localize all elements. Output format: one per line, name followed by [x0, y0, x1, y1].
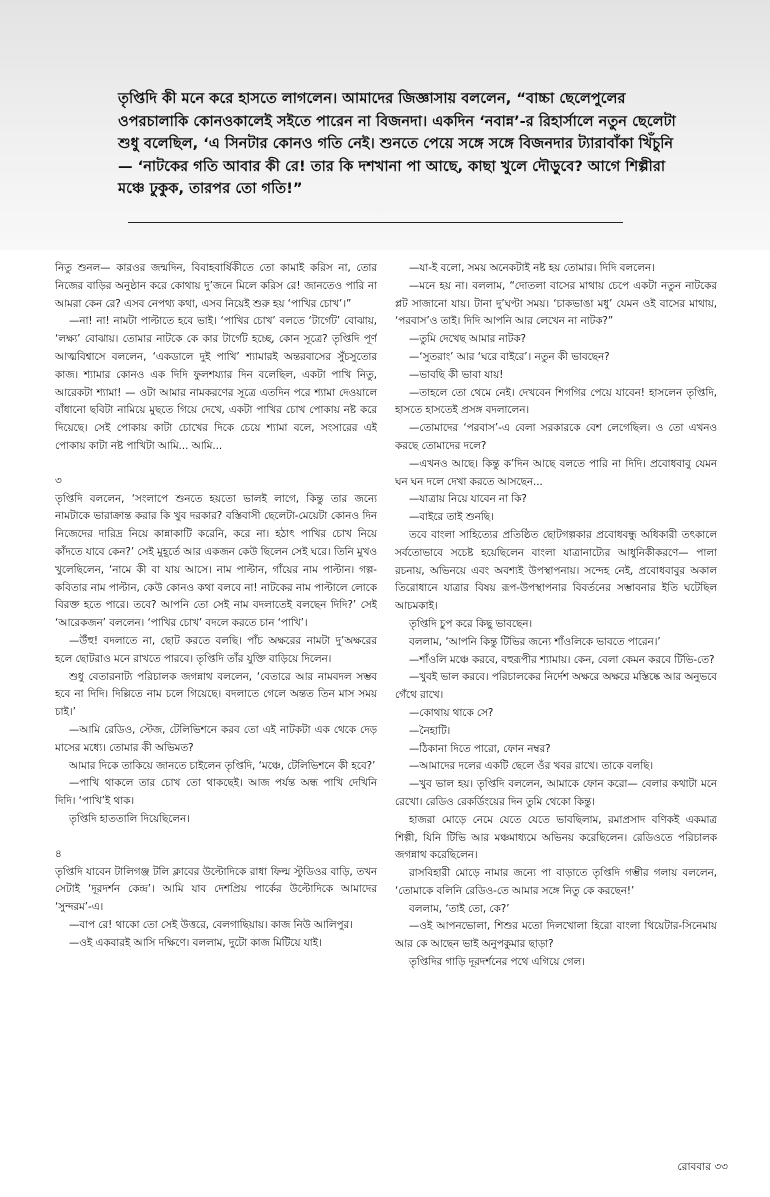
paragraph: —বাপ রে! থাকো তো সেই উত্তরে, বেলগাছিয়ায়। কাজ নিউ আলিপুর। [69, 918, 353, 931]
page-folio: রোববার ৩৩ [677, 1161, 728, 1173]
paragraph: তৃপ্তিদি বললেন, ‘সংলাপে শুনতে হয়তো ভালই লাগে, কিন্তু তার জন্যে নামটাকে ভারাক্রান্ত করার কি খুব দরকার? বস্তিবাসী ছেলেটা-মেয়েটা কোনও দিন নিজেদের দারিদ্র নিয়ে কান্নাকাটি করেনি, করে না। হঠাৎ পাখির চোখ নিয়ে কাঁদতে যাবে কেন?’ সেই মুহূর্তে আর একজন কেউ ছিলেন সেই ঘরে। তিনি মুখও খুলেছিলেন, ‘নামে কী বা যায় আসে। নাম পাল্টান, গাঁয়ের নাম পাল্টান। গল্প-কবিতার নাম পাল্টান, কেউ কোনও কথা বলবে না! নাটকের নাম পাল্টালে লোকে বিরক্ত হতে পারে। তবে? আপনি তো সেই নাম বদলাতেই বলছেন দিদি?’ সেই ‘আরেকজন’ বললেন। ‘পাখির চোখ’ বদলে করতে চান ‘পাখি’। [55, 492, 377, 630]
paragraph: হাজরা মোড়ে নেমে যেতে যেতে ভাবছিলাম, রমাপ্রসাদ বণিকই একমাত্র শিল্পী, যিনি টিভি আর মঞ্চমাধ্যমে অভিনয় করেছিলেন। রেডিওতে পরিচালক জগন্নাথ করেছিলেন। [395, 813, 717, 862]
paragraph: —খুবই ভাল করবে। পরিচালকের নির্দেশ অক্ষরে অক্ষরে মস্তিষ্কে আর অনুভবে গেঁথে রাখে। [395, 671, 717, 702]
paragraph: —মনে হয় না। বললাম, “দোতলা বাসের মাথায় চেপে একটা নতুন নাটকের প্লট সাজানো যায়। টানা দু’ঘণ্টা সময়। ‘চাকভাঙা মধু’ যেমন ওই বাসের মাথায়, ‘পরবাস’ও তাই। দিদি আপনি আর লেখেন না নাটক?” [395, 279, 717, 328]
paragraph: —বাইরে তাই শুনছি। [409, 511, 494, 524]
section-number: ৩ [55, 474, 62, 487]
paragraph: —তুমি দেখেছ আমার নাটক? [409, 333, 527, 346]
paragraph: —যাত্রায় নিয়ে যাবেন না কি? [409, 493, 527, 506]
paragraph: —পাখি থাকলে তার চোখ তো থাকছেই। আজ পর্যন্ত অন্ধ পাখি দেখিনি দিদি। ‘পাখি’ই থাক। [55, 777, 377, 808]
paragraph: —না! না! নামটা পাল্টাতে হবে ভাই। ‘পাখির চোখ’ বলতে ‘টার্গেট’ বোঝায়, ‘লক্ষ্য’ বোঝায়। তোমার নাটকে কে কার টার্গেট হচ্ছে, কোন সূত্রে? তৃপ্তিদি পূর্ণ আত্মবিশ্বাসে বললেন, ‘একডালে দুই পাখি’ শ্যামারই অন্তরবাসের সুঁচসুতোর কাজ। শ্যামার কোনও এক দিদি ফুলশয্যার দিন বলেছিল, একটা পাখি নিতু, আরেকটা শ্যামা! — ওটা আমার নামকরণের সূত্রে এতদিন পরে শ্যামা দেওয়ালে বাঁধানো ছবিটা নামিয়ে মুছতে গিয়ে দেখে, একটা পাখির চোখ পোকায় নষ্ট করে দিয়েছে। সেই পোকায় কাটা চোখের দিকে চেয়ে শ্যামা বলে, সংসারের এই পোকায় কাটা নষ্ট পাখিটা আমি... আমি... [55, 315, 377, 452]
paragraph: —কোথায় থাকে সে? [409, 706, 494, 719]
pull-quote-rule [128, 222, 623, 223]
paragraph: —উঁহু! বদলাতে না, ছোট করতে বলছি। পাঁচ অক্ষরের নামটা দু’অক্ষরের হলে ছোটরাও মনে রাখতে পারবে। তৃপ্তিদি তাঁর যুক্তি বাড়িয়ে দিলেন। [55, 634, 377, 665]
paragraph: —তাহলে তো থেমে নেই। দেখবেন শিগগির পেয়ে যাবেন! হাসলেন তৃপ্তিদি, হাসতে হাসতেই প্রসঙ্গ বদলালেন। [395, 386, 717, 417]
paragraph: তবে বাংলা সাহিত্যের প্রতিষ্ঠিত ছোটগল্পকার প্রবোধবন্ধু অধিকারী তৎকালে সর্বতোভাবে সচেষ্ট হয়েছিলেন বাংলা যাত্রানাট্যের আধুনিকীকরণে— পালা রচনায়, অভিনয়ে এবং অবশ্যই উপস্থাপনায়। সন্দেহ নেই, প্রবোধবাবুর অকাল তিরোধানে যাত্রার বিষয় রূপ-উপস্থাপনার বিবর্তনের সম্ভাবনার ইতি ঘটেছিল আচমকাই। [395, 528, 717, 613]
paragraph: নিতু শুনল— কারওর জন্মদিন, বিবাহবার্ষিকীতে তো কামাই করিস না, তোর নিজের বাড়ির অনুষ্ঠান করে কোথায় দু’জনে মিলে করিস রে! জানতেও পারি না আমরা কেন রে? এসব নেপথ্য কথা, এসব নিয়েই শুরু হয় ‘পাখির চোখ’।” [55, 262, 377, 310]
paragraph: —তোমাদের ‘পরবাস’-এ বেলা সরকারকে বেশ লেগেছিল। ও তো এখনও করছে তোমাদের দলে? [395, 422, 717, 452]
paragraph: বললাম, ‘আপনি কিন্তু টিভির জন্যে শাঁওলিকে ভাবতে পারেন।’ [409, 635, 661, 648]
pull-quote: তৃপ্তিদি কী মনে করে হাসতে লাগলেন। আমাদের জিজ্ঞাসায় বললেন, “বাচ্চা ছেলেপুলের ওপরচালাকি কোনওকালেই সইতে পারেন না বিজনদা। একদিন ‘নবান্ন’-র রিহার্সালে নতুন ছেলেটা শুধু বলেছিল, ‘এ সিনটার কোনও গতি নেই। শুনতে পেয়ে সঙ্গে সঙ্গে বিজনদার ট্যারাবাঁকা খিঁচুনি— ‘নাটকের গতি আবার কী রে! তার কি দশখানা পা আছে, কাছা খুলে দৌড়ুবে? আগে শিল্পীরা মঞ্চে ঢুকুক, তারপর তো গতি!” [118, 90, 676, 197]
left-column [55, 260, 377, 1155]
paragraph: —‘সুতরাং’ আর ‘ঘরে বাইরে’। নতুন কী ভাবছেন? [409, 350, 610, 363]
paragraph: —শাঁওলি মঞ্চে করবে, বহুরূপীর শ্যামায়। কেন, বেলা কেমন করবে টিভি-তে? [409, 653, 715, 666]
paragraph: রাসবিহারী মোড়ে নামার জন্যে পা বাড়াতে তৃপ্তিদি গম্ভীর গলায় বললেন, ‘তোমাকে বলিনি রেডিও-তে আমার সঙ্গে নিতু কে করছেন!’ [395, 867, 717, 897]
paragraph: তৃপ্তিদি যাবেন টালিগঞ্জ টলি ক্লাবের উল্টোদিকে রাধা ফিল্ম স্টুডিওর বাড়ি, তখন সেটাই ‘দূরদর্শন কেন্দ্র’। আমি যাব দেশপ্রিয় পার্কের উল্টোদিকে আমাদের ‘সুন্দরম’-এ। [55, 865, 377, 914]
paragraph: আমার দিকে তাকিয়ে জানতে চাইলেন তৃপ্তিদি, ‘মঞ্চে, টেলিভিশনে কী হবে?’ [69, 759, 376, 772]
section-number: ৪ [55, 847, 62, 860]
paragraph: শুধু বেতারনাট্য পরিচালক জগন্নাথ বললেন, ‘বেতারে আর নামবদল সম্ভব হবে না দিদি। দিল্লিতে নাম চলে গিয়েছে। বদলাতে গেলে অন্তত তিন মাস সময় চাই।’ [55, 670, 377, 719]
right-column [395, 260, 717, 1155]
paragraph: —ওই আপনভোলা, শিশুর মতো দিলখোলা হিরো বাংলা থিয়েটার-সিনেমায় আর কে আছেন ভাই অনুপকুমার ছাড়া? [395, 920, 717, 951]
paragraph: —ভাবছি কী ভাবা যায়! [409, 368, 504, 381]
paragraph: —ওই একবারই আসি দক্ষিণে। বললাম, দুটো কাজ মিটিয়ে যাই। [69, 936, 322, 949]
paragraph: —নৈহাটি। [409, 724, 451, 737]
paragraph: —ঠিকানা দিতে পারো, ফোন নম্বর? [409, 742, 551, 755]
paragraph: তৃপ্তিদির গাড়ি দূরদর্শনের পথে এগিয়ে গেল। [409, 956, 585, 969]
paragraph: তৃপ্তিদি চুপ করে কিছু ভাবছেন। [409, 617, 533, 630]
paragraph: তৃপ্তিদি হাততালি দিয়েছিলেন। [69, 812, 190, 825]
paragraph: —এখনও আছে। কিন্তু ক’দিন আছে বলতে পারি না দিদি। প্রবোধবাবু যেমন ঘন ঘন দলে দেখা করতে আসছেন... [395, 457, 717, 488]
paragraph: বললাম, ‘তাই তো, কে?’ [409, 902, 510, 915]
paragraph: —খুব ভাল হয়। তৃপ্তিদি বললেন, আমাকে ফোন করো— বেলার কথাটা মনে রেখো। রেডিও রেকর্ডিংয়ের দিন তুমি থেকো কিন্তু। [395, 778, 717, 808]
paragraph: —আমাদের দলের একটি ছেলে ওঁর খবর রাখে। তাকে বলছি। [409, 760, 654, 773]
paragraph: —আমি রেডিও, স্টেজ, টেলিভিশনে করব তো এই নাটকটা এক থেকে দেড় মাসের মধ্যে। তোমার কী অভিমত? [55, 723, 377, 754]
paragraph: —যা-ই বলো, সময় অনেকটাই নষ্ট হয় তোমার। দিদি বললেন। [409, 262, 655, 274]
